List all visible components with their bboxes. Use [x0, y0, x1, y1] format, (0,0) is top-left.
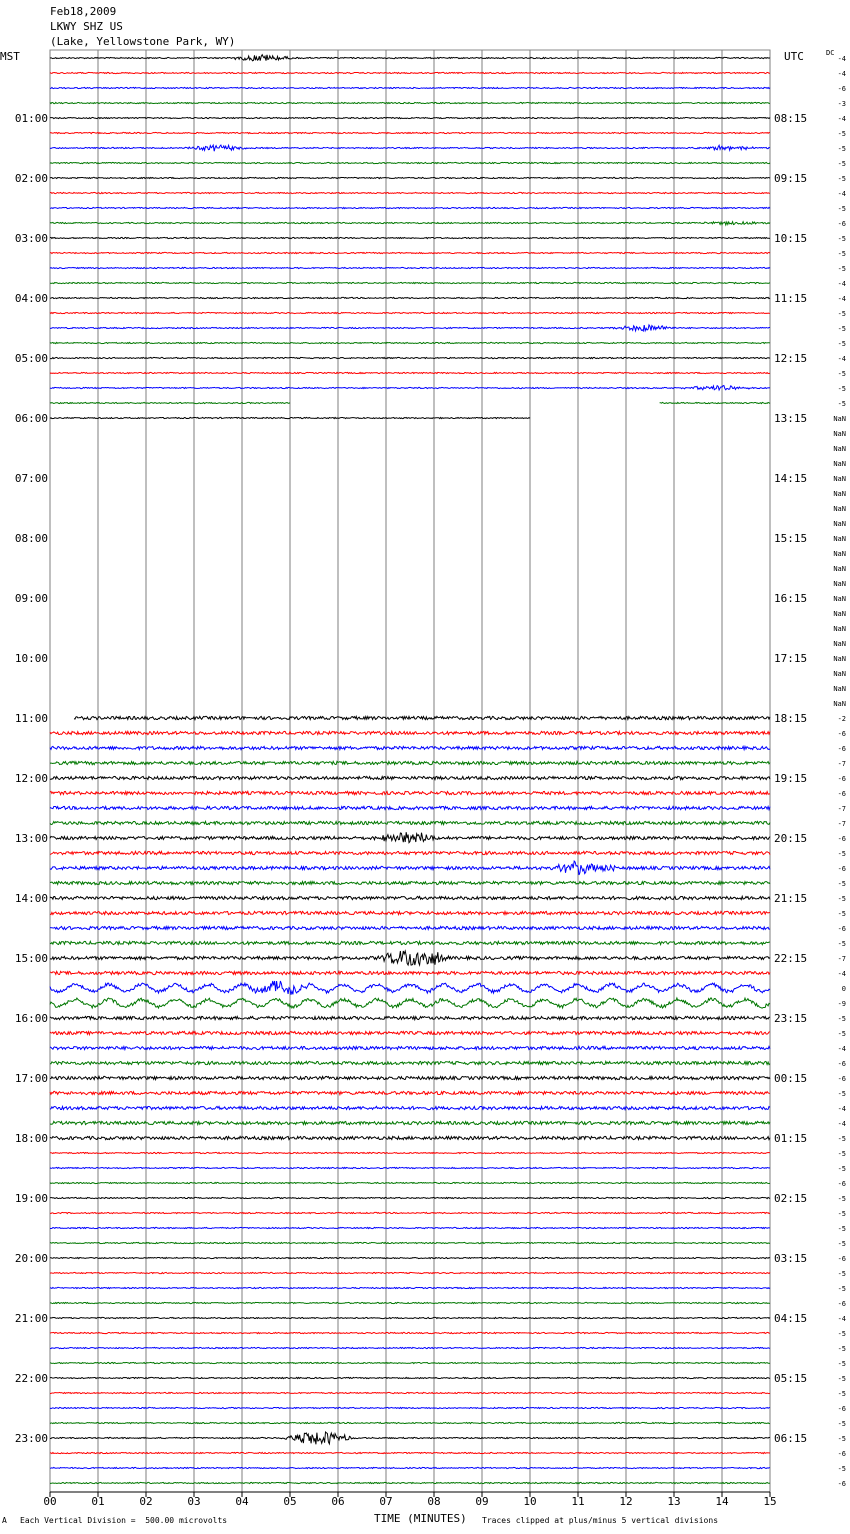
seismic-trace [50, 402, 290, 403]
seismic-trace [50, 821, 770, 824]
x-tick-label: 15 [763, 1495, 777, 1508]
dc-offset-label: NaN [833, 595, 846, 603]
seismic-trace [50, 1452, 770, 1453]
seismic-trace [50, 1317, 770, 1318]
seismic-trace [50, 1091, 770, 1094]
dc-offset-label: NaN [833, 580, 846, 588]
left-hour-label: 07:00 [14, 472, 48, 485]
dc-offset-label: -6 [837, 1450, 846, 1458]
seismic-trace [50, 1121, 770, 1124]
dc-offset-label: -5 [837, 1030, 846, 1038]
seismic-trace [50, 1031, 770, 1034]
dc-offset-label: -6 [837, 85, 846, 93]
seismic-trace [660, 402, 770, 403]
seismic-trace [50, 851, 770, 854]
x-tick-label: 06 [331, 1495, 345, 1508]
dc-offset-label: -5 [837, 1465, 846, 1473]
left-hour-label: 17:00 [14, 1072, 48, 1085]
seismic-trace [50, 1106, 770, 1109]
dc-offset-label: -5 [837, 1090, 846, 1098]
right-hour-label: 11:15 [774, 292, 808, 305]
dc-offset-label: -5 [837, 1195, 846, 1203]
seismic-trace [50, 1136, 770, 1139]
dc-offset-label: 0 [841, 985, 846, 993]
dc-offset-label: -5 [837, 895, 846, 903]
dc-offset-label: -6 [837, 1405, 846, 1413]
right-hour-label: 01:15 [774, 1132, 808, 1145]
x-tick-label: 13 [667, 1495, 681, 1508]
right-hour-label: 17:15 [774, 652, 808, 665]
dc-offset-label: -5 [837, 145, 846, 153]
dc-offset-label: -5 [837, 1285, 846, 1293]
right-hour-label: 16:15 [774, 592, 808, 605]
dc-offset-label: -6 [837, 1300, 846, 1308]
left-hour-label: 14:00 [14, 892, 48, 905]
dc-offset-label: -5 [837, 880, 846, 888]
right-hour-label: 02:15 [774, 1192, 808, 1205]
seismic-trace [50, 386, 770, 391]
dc-offset-label: -5 [837, 235, 846, 243]
dc-offset-label: -5 [837, 325, 846, 333]
right-hour-label: 12:15 [774, 352, 808, 365]
dc-offset-label: -4 [837, 190, 846, 198]
dc-offset-label: -6 [837, 925, 846, 933]
seismic-trace [50, 1332, 770, 1333]
dc-offset-label: NaN [833, 505, 846, 513]
seismic-trace [50, 971, 770, 974]
right-hour-label: 13:15 [774, 412, 808, 425]
dc-offset-label: -7 [837, 760, 846, 768]
right-hour-label: 08:15 [774, 112, 808, 125]
seismic-trace [50, 297, 770, 298]
dc-offset-label: -5 [837, 1360, 846, 1368]
dc-offset-label: -5 [837, 340, 846, 348]
dc-offset-label: NaN [833, 535, 846, 543]
x-tick-label: 11 [571, 1495, 585, 1508]
right-hour-label: 23:15 [774, 1012, 808, 1025]
seismic-trace [50, 1362, 770, 1363]
dc-offset-label: -6 [837, 1180, 846, 1188]
left-hour-label: 23:00 [14, 1432, 48, 1445]
dc-offset-label: -7 [837, 820, 846, 828]
right-hour-label: 04:15 [774, 1312, 808, 1325]
dc-offset-label: NaN [833, 685, 846, 693]
seismic-trace [50, 117, 770, 118]
dc-offset-label: -9 [837, 1000, 846, 1008]
dc-offset-label: NaN [833, 550, 846, 558]
dc-offset-label: -6 [837, 775, 846, 783]
dc-offset-label: -5 [837, 160, 846, 168]
seismic-trace [50, 1467, 770, 1468]
dc-offset-label: -5 [837, 1240, 846, 1248]
seismic-trace [50, 145, 770, 151]
dc-offset-label: -2 [837, 715, 846, 723]
seismic-trace [50, 1257, 770, 1258]
station-code: LKWY SHZ US [50, 20, 123, 33]
left-hour-label: 06:00 [14, 412, 48, 425]
dc-offset-label: NaN [833, 415, 846, 423]
dc-offset-label: NaN [833, 565, 846, 573]
seismic-trace [50, 981, 770, 995]
dc-offset-label: -4 [837, 70, 846, 78]
seismic-trace [50, 1197, 770, 1198]
right-hour-label: 19:15 [774, 772, 808, 785]
dc-offset-label: -7 [837, 955, 846, 963]
right-hour-label: 14:15 [774, 472, 808, 485]
seismic-trace [50, 237, 770, 238]
x-tick-label: 10 [523, 1495, 537, 1508]
dc-offset-label: -5 [837, 370, 846, 378]
x-tick-label: 05 [283, 1495, 297, 1508]
seismic-trace [50, 252, 770, 253]
dc-offset-label: -4 [837, 1105, 846, 1113]
seismic-trace [50, 102, 770, 103]
seismic-trace [50, 791, 770, 794]
dc-offset-label: -6 [837, 865, 846, 873]
seismic-trace [50, 192, 770, 193]
clip-note: Traces clipped at plus/minus 5 vertical divisions [482, 1516, 719, 1525]
seismic-trace [50, 776, 770, 779]
seismic-trace [50, 1287, 770, 1288]
seismic-trace [50, 357, 770, 358]
seismic-trace [50, 1377, 770, 1378]
dc-offset-label: -5 [837, 1390, 846, 1398]
dc-offset-label: -3 [837, 100, 846, 108]
seismic-trace [50, 267, 770, 268]
seismic-trace [74, 716, 770, 719]
seismic-trace [50, 1407, 770, 1408]
left-hour-label: 01:00 [14, 112, 48, 125]
x-tick-label: 03 [187, 1495, 201, 1508]
dc-offset-label: -5 [837, 910, 846, 918]
dc-offset-label: -5 [837, 310, 846, 318]
scale-marker: A [2, 1516, 7, 1525]
dc-offset-label: -5 [837, 940, 846, 948]
left-hour-label: 03:00 [14, 232, 48, 245]
seismic-trace [50, 1272, 770, 1273]
right-hour-label: 03:15 [774, 1252, 808, 1265]
seismic-trace [50, 312, 770, 313]
seismic-trace [50, 282, 770, 283]
left-timezone: MST [0, 50, 20, 63]
left-hour-label: 08:00 [14, 532, 48, 545]
seismic-trace [50, 1432, 770, 1444]
seismic-trace [50, 1227, 770, 1228]
seismic-trace [50, 1212, 770, 1213]
dc-offset-label: -4 [837, 1045, 846, 1053]
seismic-trace [50, 1347, 770, 1348]
dc-offset-label: -4 [837, 1120, 846, 1128]
left-hour-label: 20:00 [14, 1252, 48, 1265]
plot-date: Feb18,2009 [50, 5, 117, 18]
right-hour-label: 15:15 [774, 532, 808, 545]
left-hour-label: 11:00 [14, 712, 48, 725]
x-tick-label: 01 [91, 1495, 105, 1508]
seismic-trace [50, 1152, 770, 1153]
left-hour-label: 02:00 [14, 172, 48, 185]
dc-offset-label: -6 [837, 835, 846, 843]
seismic-trace [50, 87, 770, 88]
x-tick-label: 09 [475, 1495, 489, 1508]
dc-offset-label: -6 [837, 790, 846, 798]
seismic-trace [50, 132, 770, 133]
left-hour-label: 10:00 [14, 652, 48, 665]
dc-offset-label: NaN [833, 445, 846, 453]
dc-offset-label: -5 [837, 1135, 846, 1143]
dc-offset-label: -5 [837, 130, 846, 138]
right-hour-label: 06:15 [774, 1432, 808, 1445]
seismic-trace [50, 861, 770, 875]
seismic-trace [50, 342, 770, 343]
seismic-trace [50, 761, 770, 764]
dc-offset-label: NaN [833, 520, 846, 528]
seismic-trace [50, 941, 770, 944]
dc-offset-label: -6 [837, 1480, 846, 1488]
dc-offset-label: -5 [837, 205, 846, 213]
left-hour-label: 22:00 [14, 1372, 48, 1385]
dc-offset-label: -5 [837, 385, 846, 393]
dc-offset-label: -4 [837, 355, 846, 363]
right-hour-label: 21:15 [774, 892, 808, 905]
left-hour-label: 18:00 [14, 1132, 48, 1145]
seismic-trace [50, 1392, 770, 1393]
left-hour-label: 21:00 [14, 1312, 48, 1325]
seismic-trace [50, 162, 770, 163]
dc-offset-label: NaN [833, 700, 846, 708]
dc-offset-label: -5 [837, 1270, 846, 1278]
seismic-trace [50, 896, 770, 899]
seismic-trace [50, 372, 770, 373]
dc-offset-label: NaN [833, 475, 846, 483]
right-hour-label: 22:15 [774, 952, 808, 965]
dc-header-label: DC [826, 49, 835, 57]
x-tick-label: 02 [139, 1495, 153, 1508]
dc-offset-label: -5 [837, 1420, 846, 1428]
seismic-trace [50, 832, 770, 843]
seismic-trace [50, 325, 770, 331]
dc-offset-label: -6 [837, 220, 846, 228]
dc-offset-label: -5 [837, 1210, 846, 1218]
right-hour-label: 00:15 [774, 1072, 808, 1085]
seismic-trace [50, 1182, 770, 1183]
left-hour-label: 15:00 [14, 952, 48, 965]
dc-offset-label: -4 [837, 970, 846, 978]
seismic-trace [50, 998, 770, 1008]
right-hour-label: 05:15 [774, 1372, 808, 1385]
dc-offset-label: NaN [833, 640, 846, 648]
seismic-trace [50, 911, 770, 914]
dc-offset-label: -5 [837, 1015, 846, 1023]
dc-offset-label: NaN [833, 670, 846, 678]
station-location: (Lake, Yellowstone Park, WY) [50, 35, 236, 48]
left-hour-label: 05:00 [14, 352, 48, 365]
seismic-trace [50, 1167, 770, 1168]
dc-offset-label: NaN [833, 490, 846, 498]
dc-offset-label: -4 [837, 115, 846, 123]
dc-offset-label: NaN [833, 460, 846, 468]
seismic-trace [50, 1422, 770, 1423]
dc-offset-label: -4 [837, 1315, 846, 1323]
left-hour-label: 16:00 [14, 1012, 48, 1025]
dc-offset-label: -7 [837, 805, 846, 813]
dc-offset-label: -5 [837, 400, 846, 408]
left-hour-label: 19:00 [14, 1192, 48, 1205]
dc-offset-label: -5 [837, 1330, 846, 1338]
seismic-trace [50, 55, 770, 61]
dc-offset-label: -6 [837, 730, 846, 738]
x-tick-label: 08 [427, 1495, 441, 1508]
seismic-trace [50, 222, 770, 225]
dc-offset-label: -5 [837, 1345, 846, 1353]
dc-offset-label: NaN [833, 610, 846, 618]
x-tick-label: 14 [715, 1495, 729, 1508]
dc-offset-label: -5 [837, 175, 846, 183]
seismic-trace [50, 1076, 770, 1079]
seismic-trace [50, 881, 770, 884]
dc-offset-label: -4 [837, 55, 846, 63]
dc-offset-label: -5 [837, 1435, 846, 1443]
dc-offset-label: -4 [837, 295, 846, 303]
dc-offset-label: -6 [837, 745, 846, 753]
seismic-trace [50, 1061, 770, 1064]
dc-offset-label: -4 [837, 280, 846, 288]
x-tick-label: 00 [43, 1495, 57, 1508]
left-hour-label: 13:00 [14, 832, 48, 845]
seismic-trace [50, 746, 770, 749]
seismic-trace [50, 417, 530, 418]
x-tick-label: 12 [619, 1495, 633, 1508]
dc-offset-label: -5 [837, 265, 846, 273]
right-hour-label: 20:15 [774, 832, 808, 845]
dc-offset-label: -5 [837, 1150, 846, 1158]
seismic-trace [50, 731, 770, 734]
dc-offset-label: -5 [837, 850, 846, 858]
scale-note: Each Vertical Division = 500.00 microvolts [20, 1516, 228, 1525]
right-hour-label: 10:15 [774, 232, 808, 245]
seismic-trace [50, 1016, 770, 1019]
x-tick-label: 07 [379, 1495, 393, 1508]
dc-offset-label: NaN [833, 430, 846, 438]
left-hour-label: 12:00 [14, 772, 48, 785]
seismic-trace [50, 207, 770, 208]
dc-offset-label: -6 [837, 1075, 846, 1083]
right-hour-label: 09:15 [774, 172, 808, 185]
x-axis-title: TIME (MINUTES) [374, 1512, 467, 1525]
x-tick-label: 04 [235, 1495, 249, 1508]
dc-offset-label: -6 [837, 1255, 846, 1263]
plot-frame [50, 50, 770, 1492]
dc-offset-label: -5 [837, 1165, 846, 1173]
dc-offset-label: -5 [837, 250, 846, 258]
seismic-trace [50, 1242, 770, 1243]
seismic-trace [50, 926, 770, 929]
right-hour-label: 18:15 [774, 712, 808, 725]
dc-offset-label: -5 [837, 1225, 846, 1233]
left-hour-label: 09:00 [14, 592, 48, 605]
dc-offset-label: NaN [833, 655, 846, 663]
right-timezone: UTC [784, 50, 804, 63]
seismic-trace [50, 1302, 770, 1303]
left-hour-label: 04:00 [14, 292, 48, 305]
seismic-trace [50, 72, 770, 73]
seismic-trace [50, 951, 770, 965]
seismic-trace [50, 1046, 770, 1049]
seismic-trace [50, 806, 770, 809]
seismic-trace [50, 177, 770, 178]
dc-offset-label: NaN [833, 625, 846, 633]
dc-offset-label: -6 [837, 1060, 846, 1068]
seismic-trace [50, 1482, 770, 1483]
dc-offset-label: -5 [837, 1375, 846, 1383]
